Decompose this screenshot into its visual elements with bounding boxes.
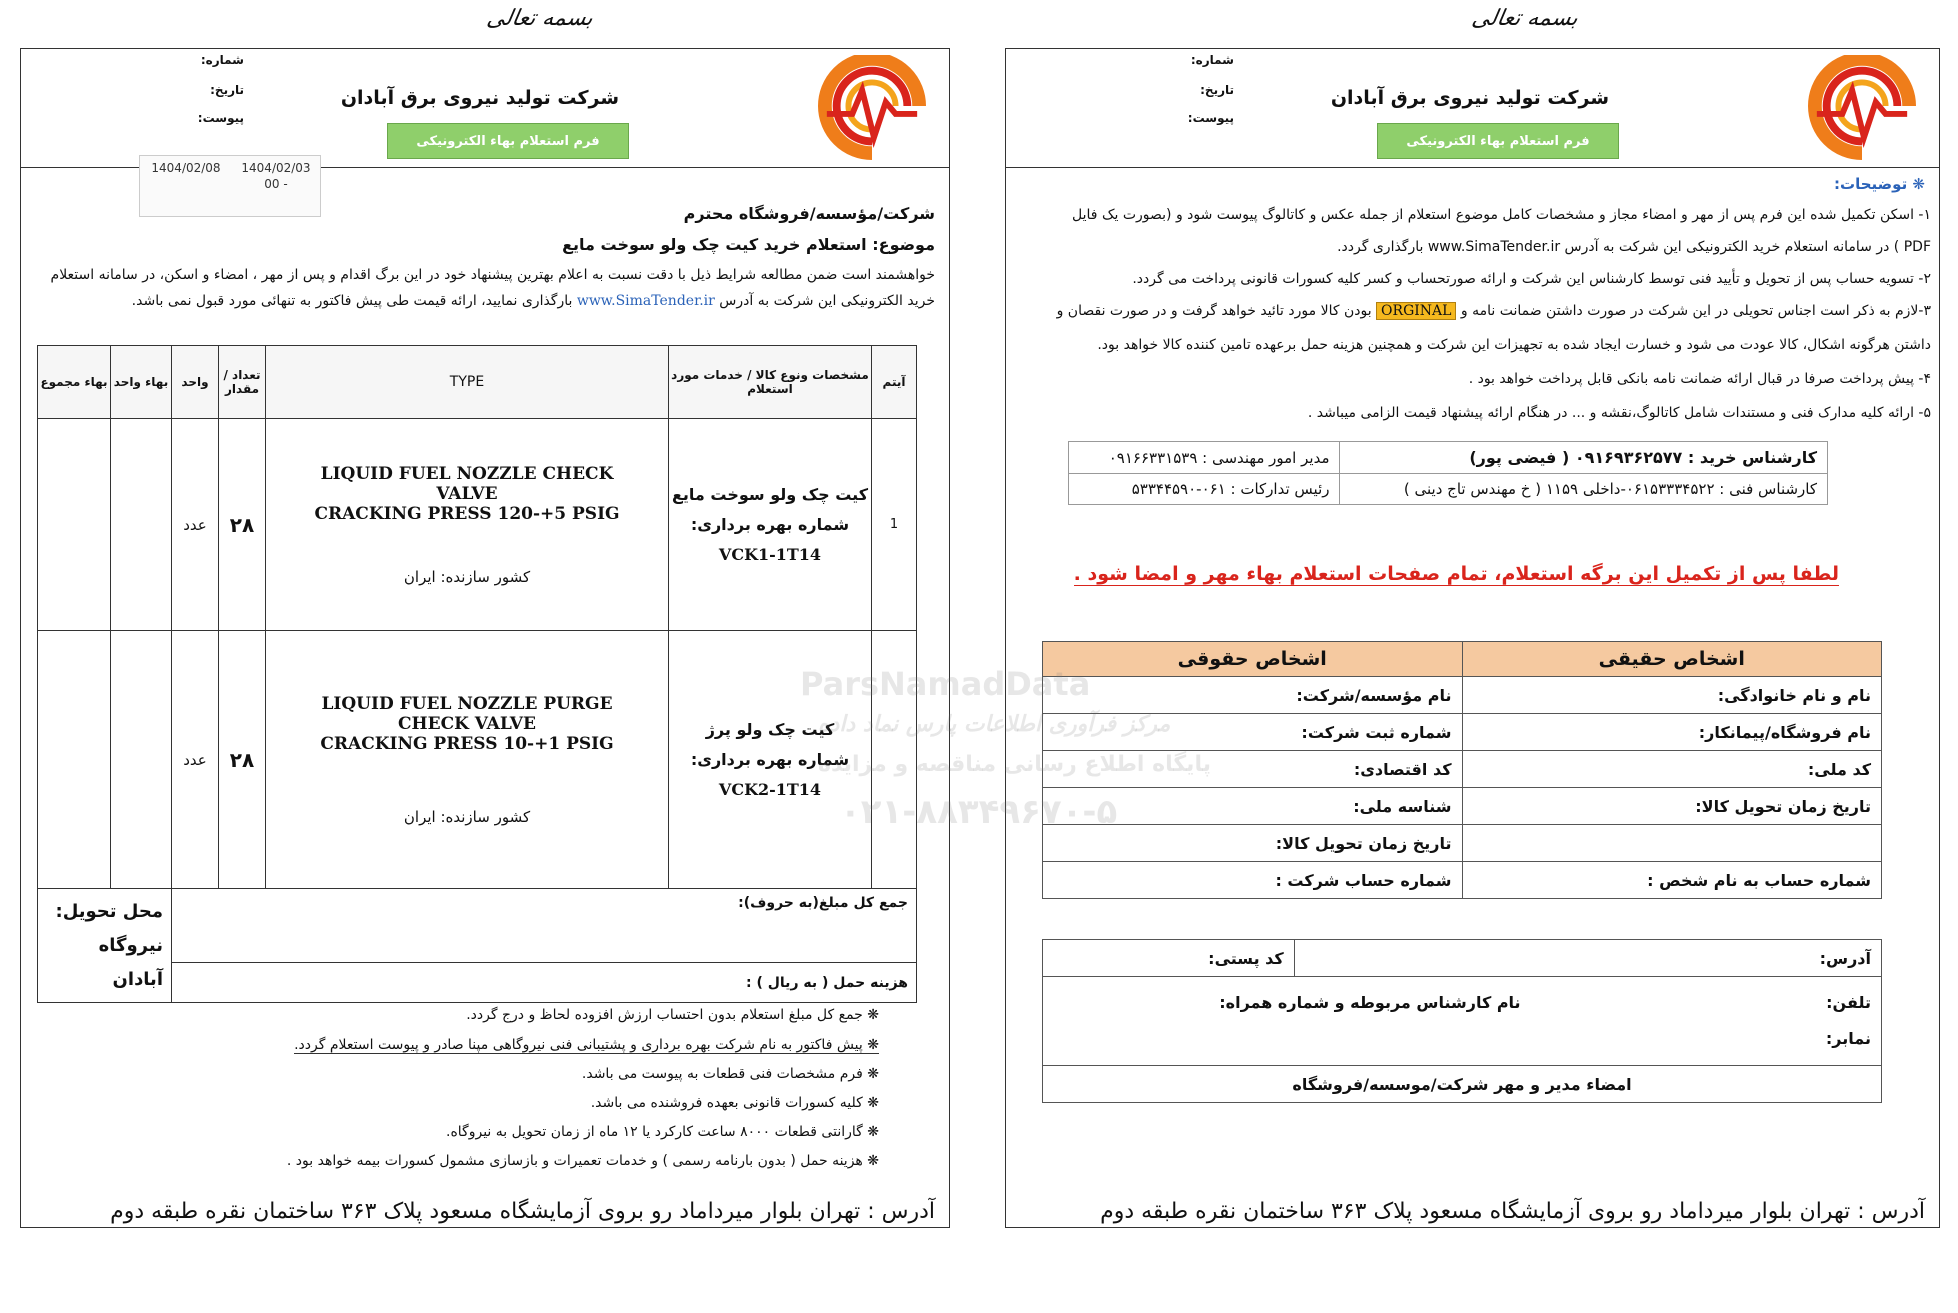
item-type xyxy=(266,631,669,889)
intro-line-1: خواهشمند است ضمن مطالعه شرایط ذیل با دقت نسبت به اعلام بهترین پیشنهاد خود در این برگ اقدام و پس از مهر ، امضاء و اسکن، در سامانه استعلام xyxy=(50,267,935,283)
intro-line-2 xyxy=(132,293,935,309)
col-unit-price: بهاء واحد xyxy=(111,346,172,419)
explain-4: ۴- پیش پرداخت صرفا در قبال ارائه ضمانت نامه بانکی قابل پرداخت خواهد بود . xyxy=(1468,371,1931,387)
page-right xyxy=(1005,48,1940,1228)
note-4: ❋ کلیه کسورات قانونی بعهده فروشنده می باشد. xyxy=(590,1095,879,1111)
type-line-2: VALVE xyxy=(436,483,498,504)
items-table xyxy=(37,345,917,1003)
origin: کشور سازنده: ایران xyxy=(403,567,531,586)
number-label: شماره: xyxy=(200,53,244,67)
item-unit: عدد xyxy=(172,631,219,889)
date-label: تاریخ: xyxy=(1200,83,1234,97)
original-highlight: ORGINAL xyxy=(1376,302,1456,320)
explain-3b: داشتن هرگونه اشکال، کالا عودت می شود و خسارت ایجاد شده به تجهیزات این شرکت و همچنین هزینه حمل برعهده تامین کننده کالا خواهد بود. xyxy=(1097,337,1931,353)
table-row xyxy=(38,419,917,631)
real-field[interactable]: شماره حساب به نام شخص : xyxy=(1462,862,1882,899)
type-line-3: CRACKING PRESS 120-+5 PSIG xyxy=(314,503,620,524)
item-type xyxy=(266,419,669,631)
type-line-1: LIQUID FUEL NOZZLE CHECK xyxy=(320,463,614,484)
expert-label: نام کارشناس مربوطه و شماره همراه: xyxy=(1219,993,1521,1012)
buyer-contact: کارشناس خرید : ۰۹۱۶۹۳۶۲۵۷۷ ( فیضی پور) xyxy=(1340,442,1828,474)
form-label: فرم استعلام بهاء الکترونیکی xyxy=(1377,123,1619,159)
note-5: ❋ گارانتی قطعات ۸۰۰۰ ساعت کارکرد یا ۱۲ ماه از زمان تحویل به نیروگاه. xyxy=(446,1124,879,1140)
date-label: تاریخ: xyxy=(210,83,244,97)
item-description xyxy=(669,631,872,889)
real-field[interactable]: نام و نام خانوادگی: xyxy=(1462,677,1882,714)
unit-price-cell[interactable] xyxy=(111,419,172,631)
total-price-cell[interactable] xyxy=(38,631,111,889)
item-code: VCK2-1T14 xyxy=(718,779,822,799)
explain-5: ۵- ارائه کلیه مدارک فنی و مستندات شامل کاتالوگ،نقشه و ... در هنگام ارائه پیشنهاد قیمت الزامی میباشد . xyxy=(1307,405,1931,421)
table-row xyxy=(38,631,917,889)
eng-manager-contact: مدیر امور مهندسی : ۰۹۱۶۶۳۳۱۵۳۹ xyxy=(1069,442,1340,474)
item-qty: ۲۸ xyxy=(219,631,266,889)
explain-2: ۲- تسویه حساب پس از تحویل و تأیید فنی توسط کارشناس این شرکت و ارائه صورتحساب و کسر کلیه کسورات قانونی پرداخت می گردد. xyxy=(1132,271,1931,287)
number-label: شماره: xyxy=(1190,53,1234,67)
note-2: ❋ پیش فاکتور به نام شرکت بهره برداری و پشتیبانی فنی نیروگاهی مپنا صادر و پیوست استعلام گردد. xyxy=(294,1037,879,1053)
col-description: مشخصات ونوع کالا / خدمات مورد استعلام xyxy=(669,346,872,419)
signature-field[interactable]: امضاء مدیر و مهر شرکت/موسسه/فروشگاه xyxy=(1043,1066,1882,1103)
item-unit: عدد xyxy=(172,419,219,631)
total-row xyxy=(38,889,917,963)
legal-field[interactable]: شماره ثبت شرکت: xyxy=(1043,714,1463,751)
table-header-row xyxy=(38,346,917,419)
attachment-label: پیوست: xyxy=(1187,111,1234,125)
col-type: TYPE xyxy=(266,346,669,419)
item-number xyxy=(872,631,917,889)
explain-title: ❋ توضیحات: xyxy=(1834,175,1925,193)
delivery-label: محل تحویل: xyxy=(55,900,163,922)
explain-1: ۱- اسکن تکمیل شده این فرم پس از مهر و امضاء مجاز و مشخصات کامل موضوع استعلام از جمله عکس و کاتالوگ پیوست شود و (بصورت یک فایل xyxy=(1072,207,1931,223)
col-item: آیتم xyxy=(872,346,917,419)
address-table xyxy=(1042,939,1882,1103)
item-desc-2: شماره بهره برداری: xyxy=(690,514,850,534)
bismillah-left: بسمه تعالی xyxy=(484,6,595,31)
item-description xyxy=(669,419,872,631)
legal-field[interactable]: شماره حساب شرکت : xyxy=(1043,862,1463,899)
item-qty: ۲۸ xyxy=(219,419,266,631)
tech-contact: کارشناس فنی : ۰۶۱۵۳۳۳۴۵۲۲-داخلی ۱۱۵۹ ( خ مهندس تاج دینی ) xyxy=(1340,474,1828,505)
item-desc-1: کیت چک ولو پرژ xyxy=(705,719,835,739)
explain-3: ۳-لازم به ذکر است اجناس تحویلی در این شرکت در صورت داشتن ضمانت نامه و ORGINAL بودن کالا مورد تائید خواهد گرفت و در صورت نقصان و xyxy=(1056,303,1931,319)
date-stamp-box xyxy=(139,155,321,217)
watermark-line-1: مرکز فرآوری اطلاعات پارس نماد داده xyxy=(818,712,1171,737)
item-number: 1 xyxy=(872,419,917,631)
attachment-label: پیوست: xyxy=(197,111,244,125)
type-line-1: LIQUID FUEL NOZZLE PURGE xyxy=(321,693,613,714)
footer-address-right: آدرس : تهران بلوار میرداماد رو بروی آزمایشگاه مسعود پلاک ۳۶۳ ساختمان نقره طبقه دوم xyxy=(1100,1199,1925,1224)
procurement-contact: رئیس تدارکات : ۰۶۱-۵۳۳۴۴۵۹۰ xyxy=(1069,474,1340,505)
date-1-sub: 00 - xyxy=(264,177,288,191)
address-field[interactable]: آدرس: xyxy=(1294,940,1881,977)
total-price-cell[interactable] xyxy=(38,419,111,631)
persons-table xyxy=(1042,641,1882,899)
postal-code-field[interactable]: کد پستی: xyxy=(1043,940,1295,977)
origin: کشور سازنده: ایران xyxy=(403,807,531,826)
intro-2b: بارگذاری نمایید، ارائه قیمت طی پیش فاکتور به تنهائی مورد قبول نمی باشد. xyxy=(131,293,577,309)
footer-address-left: آدرس : تهران بلوار میرداماد رو بروی آزمایشگاه مسعود پلاک ۳۶۳ ساختمان نقره طبقه دوم xyxy=(110,1199,935,1224)
watermark-line-2: مناقصه xyxy=(915,752,997,777)
item-desc-2: شماره بهره برداری: xyxy=(690,749,850,769)
legal-field[interactable]: نام مؤسسه/شرکت: xyxy=(1043,677,1463,714)
shipping-cost: هزینه حمل ( به ریال ) : xyxy=(172,963,917,1003)
date-2: 1404/02/08 xyxy=(151,161,221,175)
delivery-cell xyxy=(38,889,172,1003)
phone-label: تلفن: xyxy=(1826,993,1871,1012)
fax-label: نمابر: xyxy=(1825,1029,1871,1048)
explain-1b: PDF ) در سامانه استعلام خرید الکترونیکی این شرکت به آدرس www.SimaTender.ir بارگذاری گردد. xyxy=(1337,239,1931,255)
intro-2a: خرید الکترونیکی این شرکت به آدرس xyxy=(714,293,935,309)
note-3: ❋ فرم مشخصات فنی قطعات به پیوست می باشد. xyxy=(581,1066,879,1082)
col-quantity: تعداد / مقدار xyxy=(219,346,266,419)
header-left xyxy=(21,49,949,168)
header-right xyxy=(1006,49,1939,168)
real-field[interactable] xyxy=(1462,825,1882,862)
simatender-link[interactable]: www.SimaTender.ir xyxy=(576,293,715,309)
total-in-words: جمع کل مبلغ(به حروف): xyxy=(172,889,917,963)
company-name: شرکت تولید نیروی برق آبادان xyxy=(340,87,619,109)
real-persons-header: اشخاص حقیقی xyxy=(1462,642,1882,677)
legal-persons-header: اشخاص حقوقی xyxy=(1043,642,1463,677)
legal-field[interactable]: کد اقتصادی: xyxy=(1043,751,1463,788)
phone-fax-cell[interactable] xyxy=(1043,977,1882,1066)
real-field[interactable]: تاریخ زمان تحویل کالا: xyxy=(1462,788,1882,825)
unit-price-cell[interactable] xyxy=(111,631,172,889)
real-field[interactable]: کد ملی: xyxy=(1462,751,1882,788)
company-name: شرکت تولید نیروی برق آبادان xyxy=(1330,87,1609,109)
note-1: ❋ جمع کل مبلغ استعلام بدون احتساب ارزش افزوده لحاظ و درج گردد. xyxy=(466,1007,879,1023)
item-code: VCK1-1T14 xyxy=(718,544,822,564)
col-total-price: بهاء مجموع xyxy=(38,346,111,419)
real-field[interactable]: نام فروشگاه/پیمانکار: xyxy=(1462,714,1882,751)
note-6: ❋ هزینه حمل ( بدون بارنامه رسمی ) و خدمات تعمیرات و بازسازی مشمول کسورات بیمه خواهد بود . xyxy=(286,1153,879,1169)
form-label: فرم استعلام بهاء الکترونیکی xyxy=(387,123,629,159)
legal-field[interactable]: تاریخ زمان تحویل کالا: xyxy=(1043,825,1463,862)
sign-warning: لطفا پس از تکمیل این برگه استعلام، تمام صفحات استعلام بهاء مهر و امضا شود . xyxy=(1073,563,1839,585)
addressee: شرکت/مؤسسه/فروشگاه محترم xyxy=(683,204,935,223)
contacts-table xyxy=(1068,441,1828,505)
col-unit: واحد xyxy=(172,346,219,419)
legal-field[interactable]: شناسه ملی: xyxy=(1043,788,1463,825)
company-logo-icon xyxy=(1803,55,1921,163)
page-left xyxy=(20,48,950,1228)
type-line-3: CRACKING PRESS 10-+1 PSIG xyxy=(320,733,614,754)
date-1: 1404/02/03 xyxy=(241,161,311,175)
delivery-place: نیروگاه آبادان xyxy=(98,934,163,990)
bismillah-right: بسمه تعالی xyxy=(1469,6,1580,31)
subject: موضوع: استعلام خرید کیت چک ولو سوخت مایع xyxy=(562,235,935,254)
type-line-2: CHECK VALVE xyxy=(398,713,536,734)
item-desc-1: کیت چک ولو سوخت مایع xyxy=(671,484,869,504)
watermark-phone: ۰۲۱-۸۸۳۴۹۶۷۰-۵ xyxy=(840,792,1118,832)
company-logo-icon xyxy=(813,55,931,163)
